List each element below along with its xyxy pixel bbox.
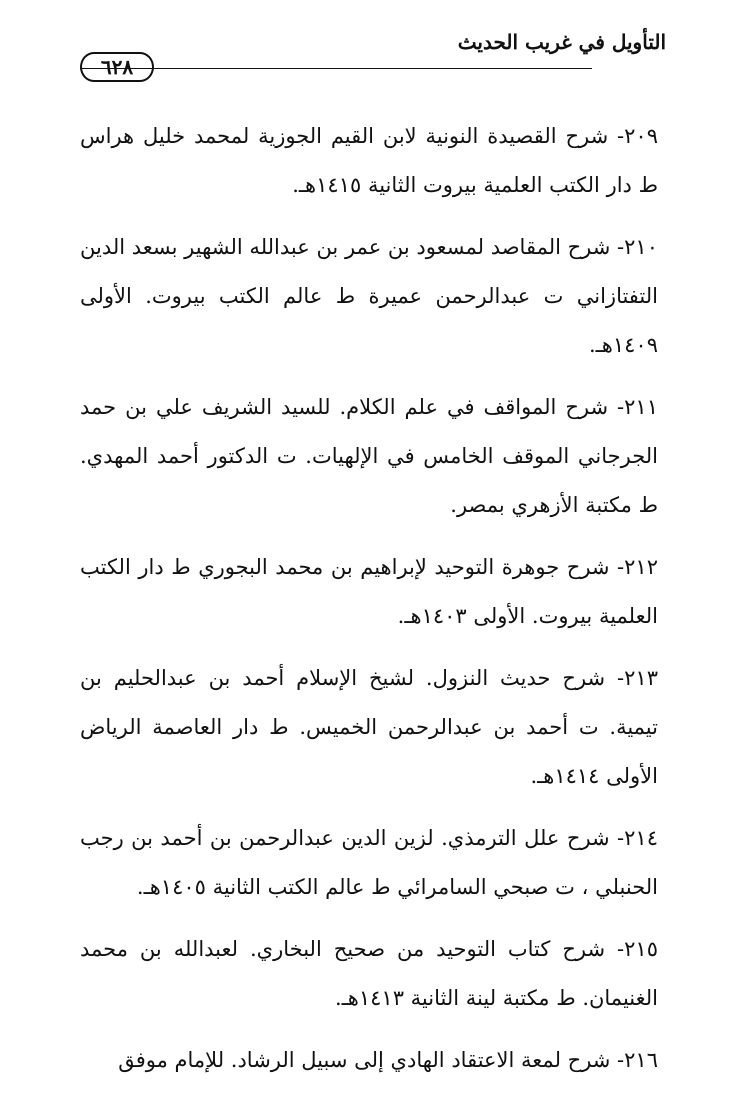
bibliography-entry-209: ٢٠٩- شرح القصيدة النونية لابن القيم الجوزية لمحمد خليل هراس ط دار الكتب العلمية بيروت الثانية ١٤١٥هـ. [80, 124, 658, 197]
bibliography-entry-210: ٢١٠- شرح المقاصد لمسعود بن عمر بن عبدالله الشهير بسعد الدين التفتازاني ت عبدالرحمن عميرة ط عالم الكتب بيروت. الأولى ١٤٠٩هـ. [80, 235, 658, 357]
bibliography-entry-211: ٢١١- شرح المواقف في علم الكلام. للسيد الشريف علي بن حمد الجرجاني الموقف الخامس في الإلهيات. ت الدكتور أحمد المهدي. ط مكتبة الأزهري بمصر. [80, 395, 658, 517]
bibliography-entry-213: ٢١٣- شرح حديث النزول. لشيخ الإسلام أحمد بن عبدالحليم بن تيمية. ت أحمد بن عبدالرحمن الخميس. ط دار العاصمة الرياض الأولى ١٤١٤هـ. [80, 666, 658, 788]
running-title: التأويل في غريب الحديث [457, 30, 666, 54]
bibliography-entry-215: ٢١٥- شرح كتاب التوحيد من صحيح البخاري. لعبدالله بن محمد الغنيمان. ط مكتبة لينة الثانية ١٤١٣هـ. [80, 937, 658, 1010]
bibliography-entry-216: ٢١٦- شرح لمعة الاعتقاد الهادي إلى سبيل الرشاد. للإمام موفق [118, 1048, 658, 1072]
bibliography-list [80, 112, 658, 1098]
page-number: ٦٢٨ [80, 52, 154, 82]
bibliography-entry-214: ٢١٤- شرح علل الترمذي. لزين الدين عبدالرحمن بن أحمد بن رجب الحنبلي ، ت صبحي السامرائي ط عالم الكتب الثانية ١٤٠٥هـ. [80, 826, 658, 899]
header-rule [80, 68, 592, 69]
bibliography-entry-212: ٢١٢- شرح جوهرة التوحيد لإبراهيم بن محمد البجوري ط دار الكتب العلمية بيروت. الأولى ١٤٠٣هـ. [80, 555, 658, 628]
